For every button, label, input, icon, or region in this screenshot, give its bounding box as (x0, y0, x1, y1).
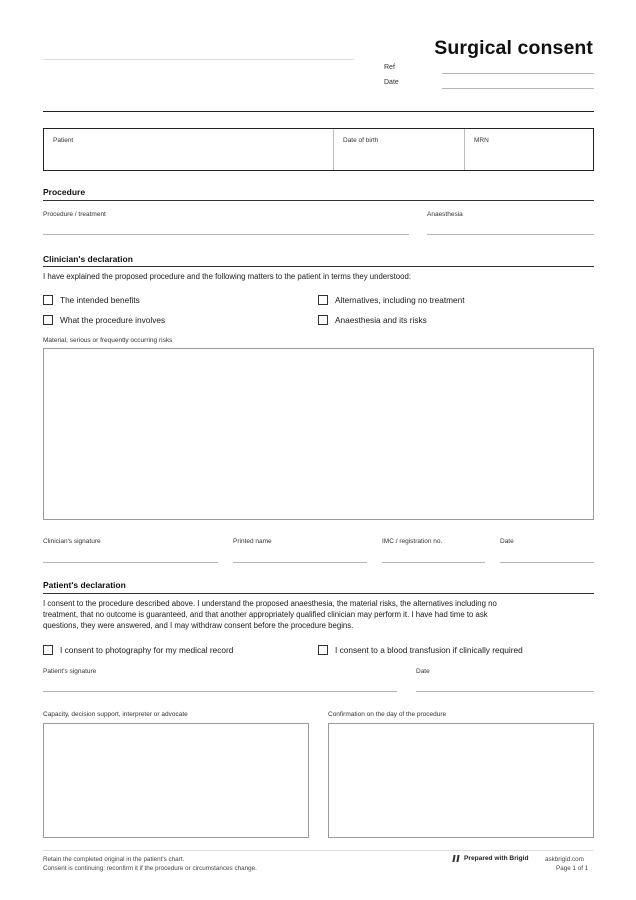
confirmation-textarea[interactable] (328, 723, 594, 838)
header-rule (43, 111, 594, 112)
clinician-rule (43, 266, 594, 267)
imc-label: IMC / registration no. (382, 538, 443, 545)
brigid-logo-icon (452, 855, 459, 862)
confirmation-label: Confirmation on the day of the procedure (328, 711, 447, 718)
capacity-textarea[interactable] (43, 723, 309, 838)
checkbox-box[interactable] (318, 645, 328, 655)
patient-label: Patient (53, 137, 74, 144)
patient-declaration-line-3: questions, they were answered, and I may withdraw consent before the procedure begins. (43, 621, 354, 630)
footer-site-link[interactable]: askbrigid.com (545, 856, 584, 863)
checkbox-label: Alternatives, including no treatment (335, 295, 465, 305)
procedure-rule (43, 200, 594, 201)
checkbox-label: What the procedure involves (60, 315, 166, 325)
checkbox-photography[interactable] (43, 645, 233, 655)
checkbox-alternatives[interactable] (318, 295, 465, 305)
checkbox-procedure-involves[interactable] (43, 315, 165, 325)
patient-declaration-heading: Patient's declaration (43, 580, 126, 590)
risks-textarea[interactable] (43, 348, 594, 520)
patient-signature-label: Patient's signature (43, 668, 97, 675)
clinician-intro-text: I have explained the proposed procedure and the following matters to the patient in terms they understood: (43, 272, 411, 281)
printed-name-label: Printed name (233, 538, 272, 545)
header-left-line (43, 59, 354, 60)
risks-label: Material, serious or frequently occurring risks (43, 337, 173, 344)
printed-name-field[interactable] (233, 562, 367, 563)
checkbox-anaesthesia-risks[interactable] (318, 315, 427, 325)
clinician-date-field[interactable] (500, 562, 594, 563)
clinician-signature-field[interactable] (43, 562, 218, 563)
anaesthesia-label: Anaesthesia (427, 211, 463, 218)
clinician-signature-label: Clinician's signature (43, 538, 101, 545)
patient-declaration-line-1: I consent to the procedure described above. I understand the proposed anaesthesia, the material risks, the alternatives including no (43, 599, 497, 608)
page-number: Page 1 of 1 (556, 865, 589, 872)
procedure-treatment-label: Procedure / treatment (43, 211, 106, 218)
dob-label: Date of birth (343, 137, 379, 144)
checkbox-box[interactable] (318, 295, 328, 305)
checkbox-label: The intended benefits (60, 295, 140, 305)
footer-line-1: Retain the completed original in the patient's chart. (43, 856, 185, 863)
imc-field[interactable] (382, 562, 485, 563)
patient-date-field[interactable] (416, 691, 594, 692)
prepared-with-badge (452, 855, 528, 862)
checkbox-box[interactable] (318, 315, 328, 325)
checkbox-benefits[interactable] (43, 295, 140, 305)
patient-date-label: Date (416, 668, 430, 675)
ref-label: Ref (384, 64, 395, 71)
clinician-declaration-heading: Clinician's declaration (43, 254, 133, 264)
capacity-label: Capacity, decision support, interpreter or advocate (43, 711, 188, 718)
checkbox-label: I consent to photography for my medical record (60, 645, 234, 655)
checkbox-label: Anaesthesia and its risks (335, 315, 427, 325)
checkbox-box[interactable] (43, 295, 53, 305)
header-date-field[interactable] (442, 88, 594, 89)
dob-cell[interactable] (334, 129, 465, 170)
procedure-heading: Procedure (43, 187, 86, 197)
page-title: Surgical consent (434, 37, 593, 59)
footer-rule (43, 850, 594, 851)
procedure-treatment-field[interactable] (43, 234, 409, 235)
clinician-date-label: Date (500, 538, 514, 545)
mrn-cell[interactable] (465, 129, 593, 170)
patient-cell[interactable] (44, 129, 334, 170)
checkbox-box[interactable] (43, 315, 53, 325)
patient-declaration-rule (43, 593, 594, 594)
footer-line-2: Consent is continuing: reconfirm it if the procedure or circumstances change. (43, 865, 257, 872)
patient-info-box (43, 128, 594, 171)
mrn-label: MRN (474, 137, 489, 144)
prepared-with-text: Prepared with Brigid (464, 855, 529, 862)
checkbox-blood-transfusion[interactable] (318, 645, 523, 655)
checkbox-box[interactable] (43, 645, 53, 655)
checkbox-label: I consent to a blood transfusion if clinically required (335, 645, 523, 655)
patient-declaration-line-2: treatment, that no outcome is guaranteed, and that another appropriately qualified clinician may perform it. I have had time to ask (43, 610, 488, 619)
ref-field[interactable] (442, 73, 594, 74)
anaesthesia-field[interactable] (427, 234, 594, 235)
header-date-label: Date (384, 79, 399, 86)
patient-signature-field[interactable] (43, 691, 397, 692)
